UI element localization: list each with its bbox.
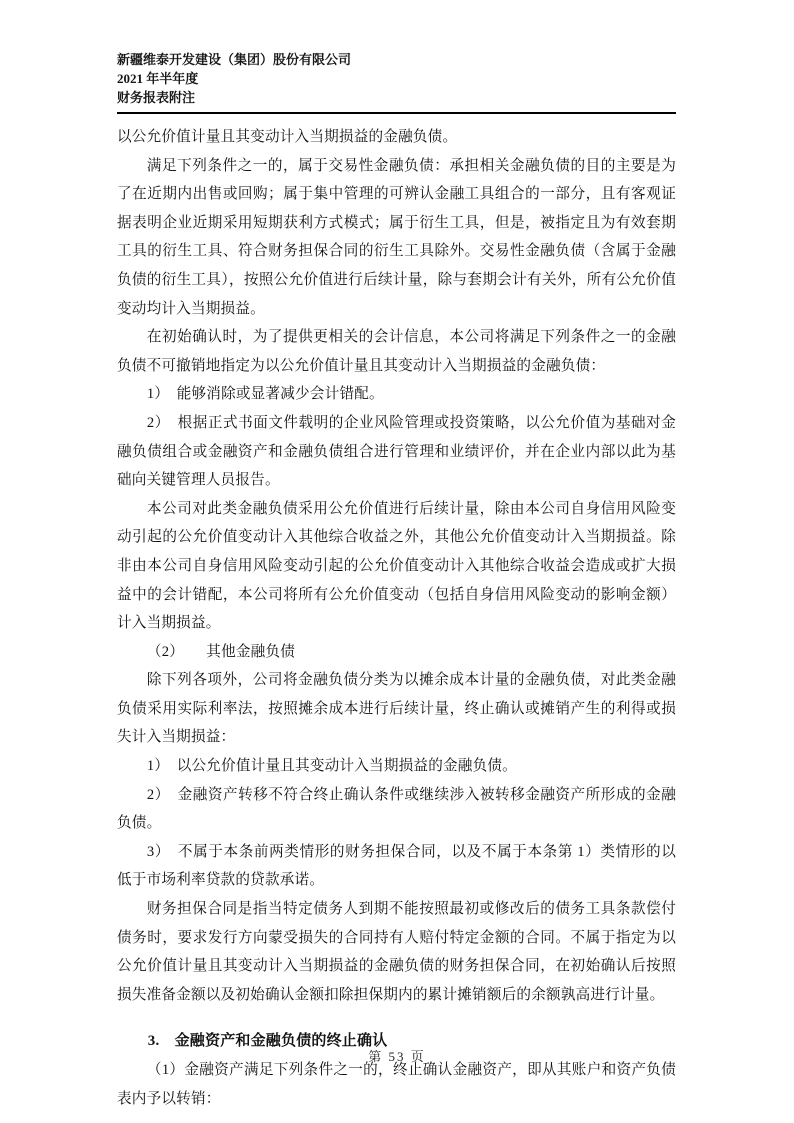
paragraph: 3） 不属于本条前两类情形的财务担保合同，以及不属于本条第 1）类情形的以低于市场利率贷款的贷款承诺。	[117, 843, 676, 889]
header-period: 2021 年半年度	[117, 71, 199, 86]
paragraph: 1） 以公允价值计量且其变动计入当期损益的金融负债。	[146, 758, 517, 775]
page-body	[117, 123, 676, 1113]
header-company: 新疆维泰开发建设（集团）股份有限公司	[117, 52, 352, 67]
header-divider	[117, 112, 676, 114]
document-header	[117, 50, 676, 107]
paragraph: 2） 根据正式书面文件载明的企业风险管理或投资策略，以公允价值为基础对金融负债组合或金融资产和金融负债组合进行管理和业绩评价，并在企业内部以此为基础向关键管理人员报告。	[117, 414, 676, 489]
section-heading: 3. 金融资产和金融负债的终止确认	[147, 1033, 388, 1050]
paragraph: 财务担保合同是指当特定债务人到期不能按照最初或修改后的债务工具条款偿付债务时，要求发行方向蒙受损失的合同持有人赔付特定金额的合同。不属于指定为以公允价值计量且其变动计入当期损益的金融负债的财务担保合同，在初始确认后按照损失准备金额以及初始确认金额扣除担保期内的累计摊销额后的余额孰高进行计量。	[117, 901, 676, 1003]
page-number: 第 53 页	[368, 1049, 426, 1064]
paragraph: 以公允价值计量且其变动计入当期损益的金融负债。	[117, 129, 458, 145]
paragraph: 除下列各项外，公司将金融负债分类为以摊余成本计量的金融负债，对此类金融负债采用实际利率法，按照摊余成本进行后续计量，终止确认或摊销产生的利得或损失计入当期损益：	[117, 672, 676, 746]
header-doc-title: 财务报表附注	[117, 90, 196, 105]
paragraph: 本公司对此类金融负债采用公允价值进行后续计量，除由本公司自身信用风险变动引起的公允价值变动计入其他综合收益之外，其他公允价值变动计入当期损益。除非由本公司自身信用风险变动引起的公允价值变动计入其他综合收益会造成或扩大损益中的会计错配，本公司将所有公允价值变动（包括自身信用风险变动的影响金额）计入当期损益。	[117, 500, 676, 632]
paragraph: 满足下列条件之一的，属于交易性金融负债：承担相关金融负债的目的主要是为了在近期内出售或回购；属于集中管理的可辨认金融工具组合的一部分，且有客观证据表明企业近期采用短期获利方式模式；属于衍生工具，但是，被指定且为有效套期工具的衍生工具、符合财务担保合同的衍生工具除外。交易性金融负债（含属于金融负债的衍生工具），按照公允价值进行后续计量，除与套期会计有关外，所有公允价值变动均计入当期损益。	[117, 157, 676, 317]
paragraph: （1）金融资产满足下列条件之一的，终止确认金融资产，即从其账户和资产负债表内予以转销：	[117, 1062, 676, 1107]
paragraph: 2） 金融资产转移不符合终止确认条件或继续涉入被转移金融资产所形成的金融负债。	[117, 786, 676, 832]
page-content	[117, 50, 676, 1113]
paragraph: 1） 能够消除或显著减少会计错配。	[146, 386, 384, 403]
paragraph: （2） 其他金融负债	[146, 643, 296, 660]
paragraph: 在初始确认时，为了提供更相关的会计信息，本公司将满足下列条件之一的金融负债不可撤销地指定为以公允价值计量且其变动计入当期损益的金融负债：	[117, 329, 676, 374]
